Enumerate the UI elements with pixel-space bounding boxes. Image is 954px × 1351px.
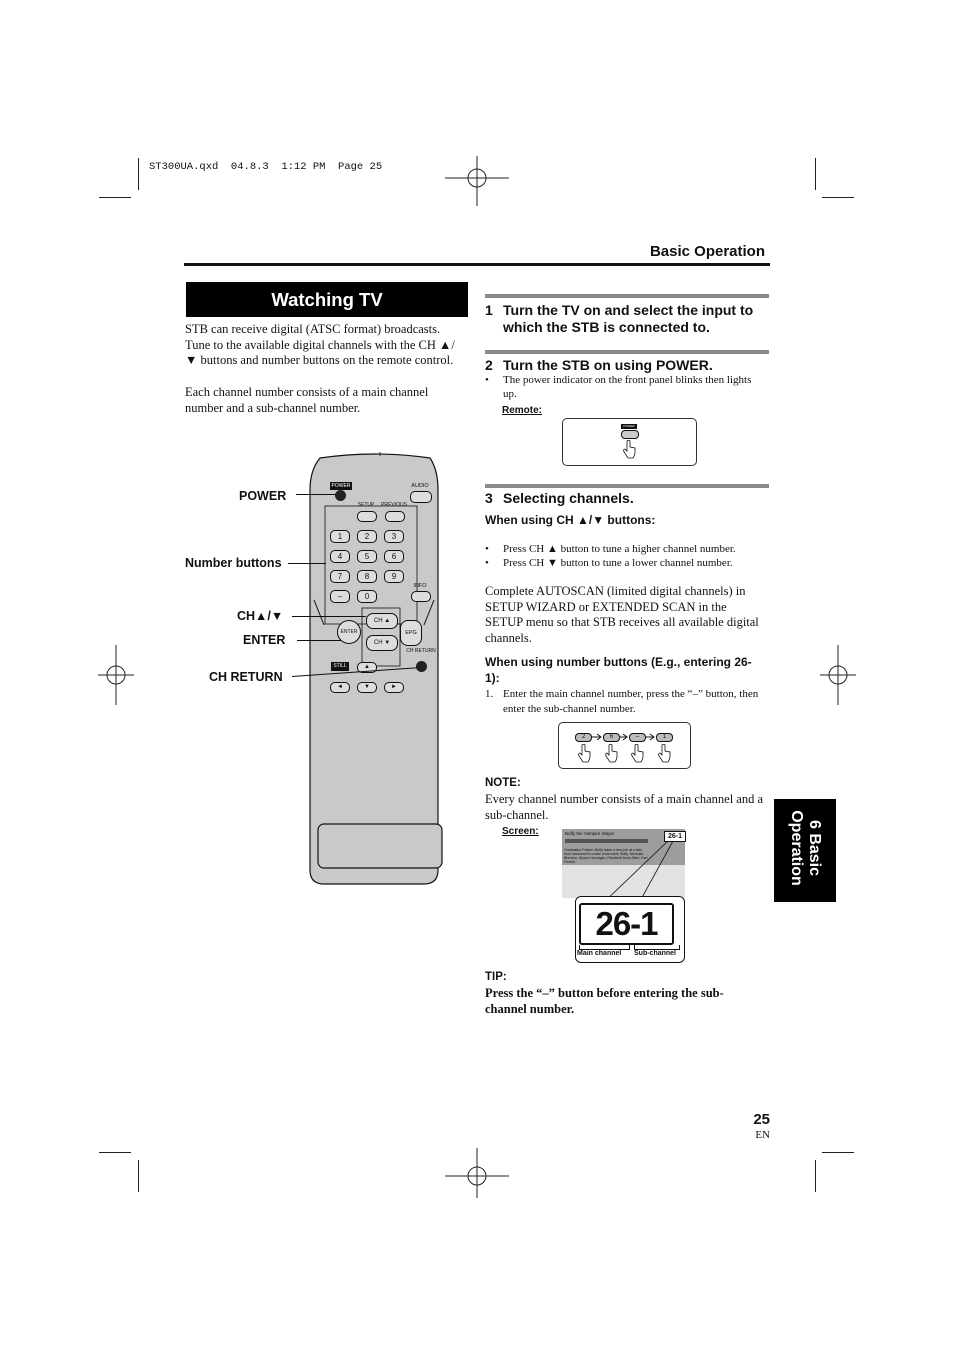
header-rule [184,263,770,266]
bullet: • [485,374,489,386]
remote-key-7: 7 [330,570,350,583]
number-step-text: Enter the main channel number, press the “–” button, then enter the sub-channel number. [503,688,759,715]
remote-ch-up-key: CH ▲ [366,613,398,629]
remote-key-3: 3 [384,530,404,543]
crop-mark [815,1160,816,1192]
bullet: • [485,543,489,555]
remote-key-5: 5 [357,550,377,563]
main-channel-label: Main channel [577,950,622,957]
remote-key-dash: – [330,590,350,603]
bullet: • [485,557,489,569]
note-text: Every channel number consists of a main channel and a sub-channel. [485,792,764,822]
power-button-cap [621,430,639,439]
remote-setup-label: SETUP [357,502,375,508]
note-label: NOTE: [485,777,521,789]
step-2-bullet: The power indicator on the front panel blinks then lights up. [503,374,752,400]
remote-ch-down-key: CH ▼ [366,635,398,651]
ch-bullet-1: Press CH ▲ button to tune a higher channel number. [503,543,736,555]
hand-pointer-icon [630,744,644,764]
registration-mark-bottom [445,1148,509,1204]
seq-key-1: 1 [656,733,673,742]
screen-description: Graduation Palace: Buffy takes a new job at a fast food restaurant to make ends meet; Buffy, Nicholas Brendon, Alyson Hannigan, Elizabeth Anne Allen, Kari Fischer [564,848,648,864]
tip-label: TIP: [485,971,507,983]
screen-label: Screen: [502,826,539,837]
crop-mark [822,1152,854,1153]
remote-label: Remote: [502,405,543,416]
intro-paragraph-2: Each channel number consists of a main channel number and a sub-channel number. [185,385,429,415]
remote-epg-key: EPG [400,620,422,646]
number-step-num: 1. [485,688,494,700]
remote-audio-key [410,491,432,503]
section-header: Basic Operation [649,243,765,260]
remote-up-key: ▲ [357,662,377,673]
remote-power-key: POWER [331,483,351,489]
registration-mark-top [445,150,509,206]
remote-key-9: 9 [384,570,404,583]
hand-pointer-icon [577,744,591,764]
seq-key-6: 6 [603,733,620,742]
language-code: EN [755,1129,770,1141]
seq-key-2: 2 [575,733,592,742]
label-number-buttons: Number buttons [185,556,282,570]
leader-line-ch [292,616,366,617]
remote-key-1: 1 [330,530,350,543]
step-3-rule [485,484,769,488]
registration-mark-left [98,645,134,705]
remote-info-key [411,591,431,602]
label-enter: ENTER [243,633,286,647]
screen-channel-small: 26-1 [664,831,686,842]
zoomed-channel-number: 26-1 [579,903,674,945]
label-ch: CH▲/▼ [237,609,284,623]
remote-key-6: 6 [384,550,404,563]
page-number: 25 [753,1111,770,1128]
remote-key-0: 0 [357,590,377,603]
autoscan-paragraph: Complete AUTOSCAN (limited digital channels) in SETUP WIZARD or EXTENDED SCAN in the SETUP menu so that STB receives all available digital channels. [485,584,759,645]
step-1-text: Turn the TV on and select the input to which the STB is connected to. [503,302,754,335]
number-heading: When using number buttons (E.g., entering 26-1): [485,655,752,685]
crop-mark [99,197,131,198]
remote-power-pointer [335,490,346,501]
remote-setup-key [357,511,377,522]
sub-channel-label: Sub-channel [634,950,677,957]
remote-info-label: INFO [413,583,427,589]
crop-mark [138,158,139,190]
remote-down-key: ▼ [357,682,377,693]
step-3-text: Selecting channels. [503,490,634,506]
remote-previous-label: PREVIOUS [381,502,407,508]
file-info: ST300UA.qxd 04.8.3 1:12 PM Page 25 [149,161,383,173]
intro-paragraph-1: STB can receive digital (ATSC format) broadcasts. Tune to the available digital channels with the CH ▲/▼ buttons and number buttons on the remote control. [185,322,455,367]
ch-bullet-2: Press CH ▼ button to tune a lower channel number. [503,557,733,569]
registration-mark-right [820,645,856,705]
screen-program-title: Buffy the Vampire Slayer [565,831,615,836]
leader-line-enter [297,640,341,641]
crop-mark [138,1160,139,1192]
leader-line-number-buttons [288,563,326,564]
remote-ch-return-label: CH RETURN [406,648,436,654]
crop-mark [815,158,816,190]
step-2-text: Turn the STB on using POWER. [503,357,713,373]
step-1-number: 1 [485,302,493,318]
hand-pointer-icon [657,744,671,764]
label-power: POWER [239,489,287,503]
remote-previous-key [385,511,405,522]
remote-audio-label: AUDIO [411,483,429,489]
remote-enter-key: ENTER [337,620,361,644]
step-2-rule [485,350,769,354]
leader-line-power [296,494,336,495]
side-tab-line-2: Operation [788,810,805,886]
label-ch-return: CH RETURN [209,670,283,684]
step-2-number: 2 [485,357,493,373]
crop-mark [822,197,854,198]
remote-left-key: ◄ [330,682,350,693]
power-button-key: POWER [621,424,637,429]
ch-heading: When using CH ▲/▼ buttons: [485,513,656,527]
tip-text: Press the “–” button before entering the sub-channel number. [485,986,724,1016]
remote-key-2: 2 [357,530,377,543]
remote-still-key: STILL [331,662,349,671]
crop-mark [99,1152,131,1153]
hand-pointer-icon [622,440,636,460]
page-title: Watching TV [186,282,468,317]
hand-pointer-icon [604,744,618,764]
remote-right-key: ► [384,682,404,693]
arrow-icon [590,732,680,742]
seq-key-dash: – [629,733,646,742]
remote-key-4: 4 [330,550,350,563]
side-tab-line-1: 6 Basic [806,819,823,877]
step-3-number: 3 [485,490,493,506]
remote-key-8: 8 [357,570,377,583]
step-1-rule [485,294,769,298]
